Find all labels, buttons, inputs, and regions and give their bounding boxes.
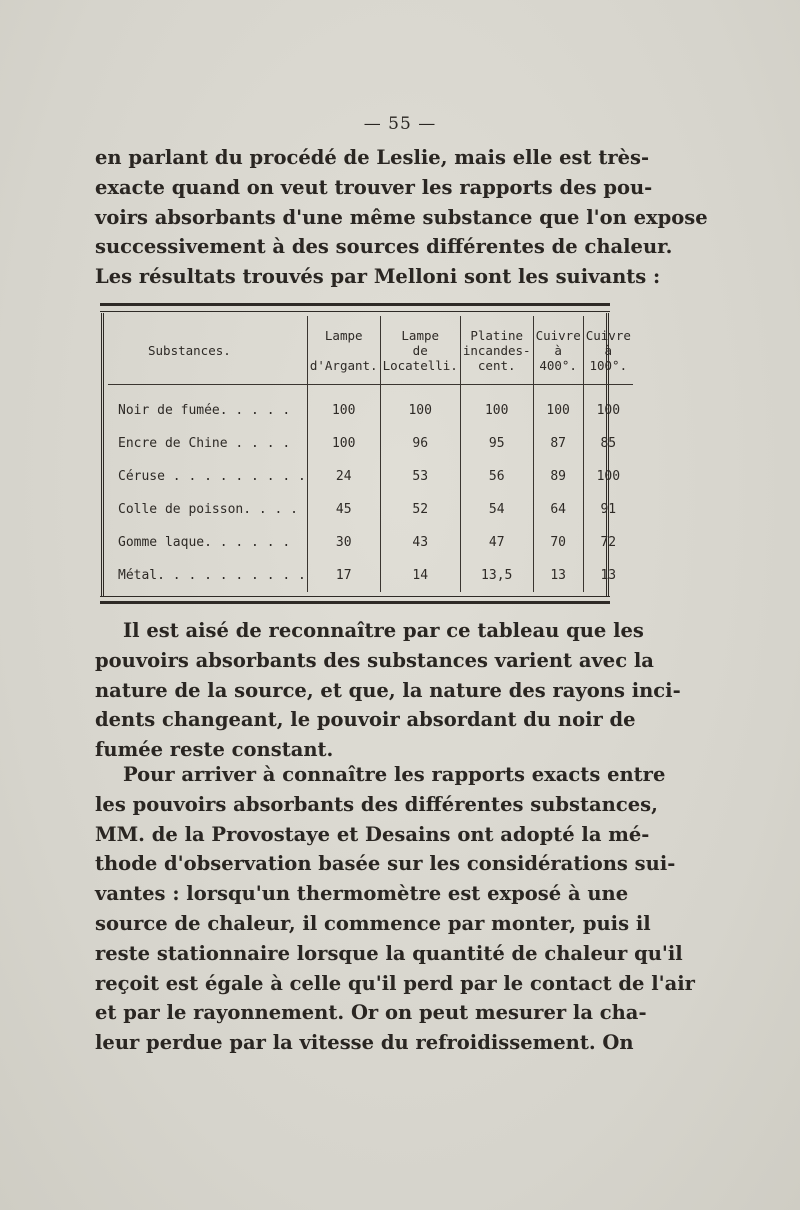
text-line: voirs absorbants d'une même substance que l'on expose [95, 205, 708, 229]
text-line: thode d'observation basée sur les considérations sui- [95, 852, 676, 876]
text-line: Pour arriver à connaître les rapports exacts entre [123, 763, 666, 786]
substance-name: Encre de Chine . . . . [118, 436, 291, 451]
text-line: dents changeant, le pouvoir absordant du noir de [95, 708, 636, 732]
column-header-substances: Substances. [108, 316, 307, 385]
text-line: reçoit est égale à celle qu'il perd par le contact de l'air [95, 971, 695, 995]
substance-name: Gomme laque. . . . . . [118, 535, 291, 550]
column-header-locatelli: Lampe de Locatelli. [380, 316, 460, 385]
substance-name: Noir de fumée. . . . . [118, 403, 291, 418]
substance-name: Céruse . . . . . . . . . [118, 469, 306, 484]
table-cell: 45 [307, 493, 380, 526]
text-line: et par le rayonnement. Or on peut mesurer la cha- [95, 1001, 647, 1025]
column-header-argand: Lampe d'Argant. [307, 316, 380, 385]
table-row [108, 460, 633, 493]
table-top-rule [100, 303, 610, 312]
table-cell: 70 [533, 526, 583, 559]
text-line: leur perdue par la vitesse du refroidissement. On [95, 1031, 634, 1055]
table-cell: 56 [460, 460, 533, 493]
text-line: Les résultats trouvés par Melloni sont les suivants : [95, 265, 661, 289]
text-line: MM. de la Provostaye et Desains ont adopté la mé- [95, 822, 650, 846]
table-cell: 54 [460, 493, 533, 526]
table-cell: 52 [380, 493, 460, 526]
text-line: fumée reste constant. [95, 738, 334, 762]
table-cell: 85 [583, 427, 633, 460]
column-header-platine: Platine incandes- cent. [460, 316, 533, 385]
substance-name: Colle de poisson. . . . [118, 502, 299, 517]
table-row [108, 427, 633, 460]
table-cell: 96 [380, 427, 460, 460]
text-line: vantes : lorsqu'un thermomètre est exposé à une [95, 882, 629, 906]
table-cell: 100 [307, 427, 380, 460]
column-header-cuivre-100: Cuivre à 100°. [583, 316, 633, 385]
table-cell: 24 [307, 460, 380, 493]
table-cell: 100 [533, 385, 583, 428]
table-cell: 72 [583, 526, 633, 559]
table-cell: 64 [533, 493, 583, 526]
text-line: pouvoirs absorbants des substances varient avec la [95, 648, 654, 672]
table-cell: 17 [307, 559, 380, 592]
table-cell: 89 [533, 460, 583, 493]
text-line: nature de la source, et que, la nature des rayons inci- [95, 678, 681, 702]
page-number: — 55 — [363, 114, 437, 134]
paragraph-conclusion [95, 616, 681, 765]
column-header-cuivre-400: Cuivre à 400°. [533, 316, 583, 385]
table-bottom-rule [100, 596, 610, 604]
table-header-row [108, 316, 633, 385]
text-line: successivement à des sources différentes de chaleur. [95, 235, 673, 259]
table-cell: 100 [380, 385, 460, 428]
table-cell: 100 [307, 385, 380, 428]
table-cell: 53 [380, 460, 460, 493]
table-cell: 13,5 [460, 559, 533, 592]
table-cell: 100 [583, 385, 633, 428]
table-cell: 30 [307, 526, 380, 559]
table-row [108, 493, 633, 526]
substance-name: Métal. . . . . . . . . . [118, 568, 306, 583]
text-line: source de chaleur, il commence par monter, puis il [95, 911, 651, 935]
table-cell: 95 [460, 427, 533, 460]
melloni-results-table [96, 300, 631, 606]
table-row [108, 559, 633, 592]
table-row [108, 526, 633, 559]
table-cell: 14 [380, 559, 460, 592]
table-cell: 13 [533, 559, 583, 592]
table-cell: 100 [583, 460, 633, 493]
text-line: exacte quand on veut trouver les rapports des pou- [95, 175, 653, 199]
table-cell: 47 [460, 526, 533, 559]
table-cell: 91 [583, 493, 633, 526]
table-cell: 13 [583, 559, 633, 592]
table-cell: 87 [533, 427, 583, 460]
table-cell: 100 [460, 385, 533, 428]
text-line: reste stationnaire lorsque la quantité de chaleur qu'il [95, 941, 683, 965]
table-row [108, 385, 633, 428]
table-cell: 43 [380, 526, 460, 559]
text-line: en parlant du procédé de Leslie, mais elle est très- [95, 146, 650, 169]
text-line: Il est aisé de reconnaître par ce tableau que les [123, 619, 644, 642]
paragraph-method [95, 760, 695, 1058]
text-line: les pouvoirs absorbants des différentes substances, [95, 792, 658, 816]
paragraph-intro [95, 143, 708, 292]
absorption-table [108, 316, 633, 592]
